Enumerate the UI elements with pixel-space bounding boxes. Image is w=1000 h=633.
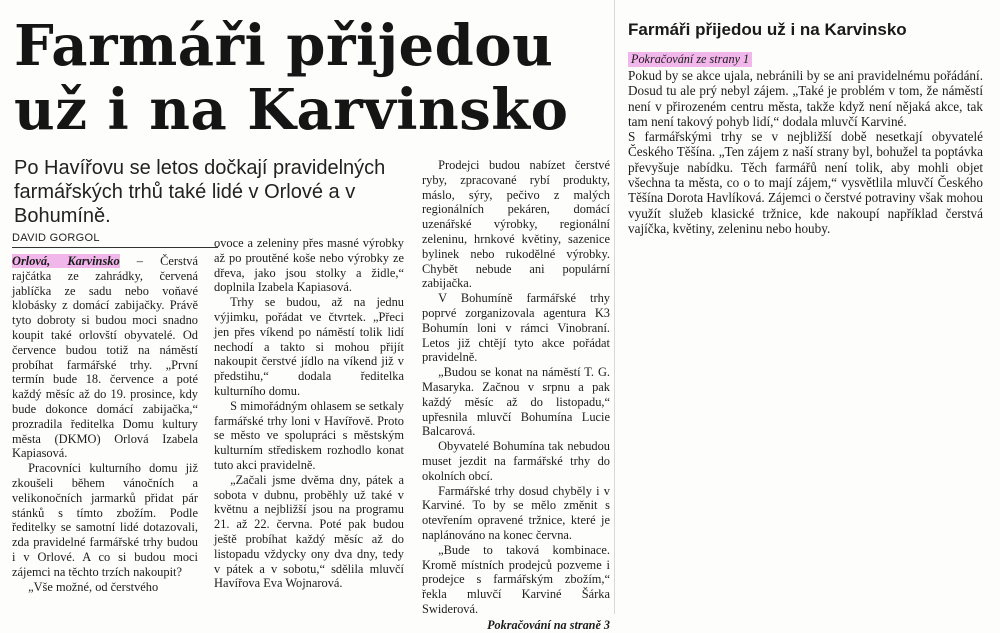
dateline: Orlová, Karvinsko [12, 254, 120, 268]
col2-paragraph-1: ovoce a zeleniny přes masné výrobky až po proutěné koše nebo výrobky ze dřeva, jako jsou stolky a židle,“ doplnila Izabela Kapiasová. [214, 236, 404, 295]
article-column-2 [214, 236, 404, 591]
continuation-paragraph-1: Pokud by se akce ujala, nebránili by se ani pravidelnému pořádání. Dosud tu ale prý nebyl zájem. „Také je problém v tom, že náměstí není v přirozeném centru města, takže když není nějaká akce, tak tam není takový pohyb lidí,“ dodala mluvčí Karviné. [628, 68, 983, 129]
col1-paragraph-3: „Vše možné, od čerstvého [28, 579, 159, 594]
continuation-body [628, 68, 983, 236]
column-divider [614, 0, 615, 614]
continued-on-page-3: Pokračování na straně 3 [487, 617, 610, 632]
col3-paragraph-6: „Bude to taková kombinace. Kromě místních prodejců pozveme i prodejce s farmářským zbožím,“ řekla mluvčí Karviné Šárka Swiderová. [422, 542, 610, 616]
col2-paragraph-4: „Začali jsme dvěma dny, pátek a sobota v dubnu, proběhly už také v květnu a nejbližší jsou na programu 21. až 22. června. Poté pak budou ještě probíhat každý měsíc až do listopadu vždycky ony dva dny, tedy v pátek a v sobotu,“ sdělila mluvčí Havířova Eva Wojnarová. [214, 472, 404, 591]
col2-paragraph-3: S mimořádným ohlasem se setkaly farmářské trhy loni v Havířově. Proto se město ve spolupráci s městským kulturním střediskem rozhodlo konat tuto akci pravidelně. [214, 398, 404, 472]
col3-paragraph-5: Farmářské trhy dosud chyběly i v Karviné. To by se mělo změnit s otevřením opravené tržnice, které je naplánováno na konec června. [422, 483, 610, 542]
col1-paragraph-1-text: – Čerstvá rajčátka ze zahrádky, červená jablíčka ze sadu nebo voňavé klobásky z domácí zabijačky. Právě tyto dobroty si budou moci snadno koupit také orlovští obyvatelé. Od července budou totiž na náměstí probíhat farmářské trhy. „První termín bude 18. července a poté každý měsíc až do 19. prosince, kdy bude dokonce domácí zabijačka,“ prozradila ředitelka Domu kultury města (DKMO) Orlová Izabela Kapiasová. [12, 254, 198, 461]
col2-paragraph-2: Trhy se budou, až na jednu výjimku, pořádat ve čtvrtek. „Přeci jen přes víkend po náměstí tolik lidí nechodí a takto si mohou přijít nakoupit čerstvé jídlo na víkend již v předstihu,“ dodala ředitelka kulturního domu. [214, 295, 404, 398]
continuation-paragraph-2: S farmářskými trhy se v nejbližší době nesetkají obyvatelé Českého Těšína. „Ten zájem z naší strany byl, bohužel ta poptávka převyšuje nabídku. Těch farmářů není tolik, aby mohli objet všechna ta města, co o to mají zájem,“ vysvětlila mluvčí Českého Těšína Dorota Havlíková. Zájemci o čerstvé potraviny však mohou využít služeb klasické tržnice, kde nakoupí například čerstvá vajíčka, květiny, zeleninu nebo houby. [628, 129, 983, 236]
article-column-1 [12, 254, 198, 594]
continuation-title: Farmáři přijedou už i na Karvinsko [628, 20, 907, 39]
col3-paragraph-3: „Budou se konat na náměstí T. G. Masaryka. Začnou v srpnu a pak každý měsíc až do listopadu,“ upřesnila mluvčí Bohumína Lucie Balcarová. [422, 365, 610, 439]
lead-paragraph: Po Havířovu se letos dočkají pravidelných farmářských trhů také lidé v Orlové a v Bohumíně. [14, 157, 386, 227]
col3-paragraph-2: V Bohumíně farmářské trhy poprvé zorganizovala agentura K3 Bohumín loni v rámci Vinobraní. Letos již chtějí tyto akce pořádat pravidelně. [422, 291, 610, 365]
continued-from-label: Pokračování ze strany 1 [628, 52, 752, 67]
headline: Farmáři přijedou už i na Karvinsko [14, 13, 569, 143]
col1-paragraph-2: Pracovníci kulturního domu již zkoušeli během vánočních a velikonočních jarmarků přidat pár stánků s tímto zbožím. Podle ředitelky se samotní lidé dotazovali, zda pravidelné farmářské trhy budou i v Orlové. A co si budou moci zájemci na těchto trzích nakoupit? [12, 461, 198, 579]
col1-paragraph-1 [12, 254, 198, 461]
col3-paragraph-1: Prodejci budou nabízet čerstvé ryby, zpracované rybí produkty, máslo, sýry, pečivo z malých regionálních pekáren, domácí uzenářské výrobky, regionální zeleninu, hrnkové květiny, sazenice bylinek nebo rukodělné výrobky. Chybět nebude ani populární zabijačka. [422, 158, 610, 291]
article-column-3 [422, 158, 610, 633]
author-byline: DAVID GORGOL [12, 232, 218, 248]
col3-paragraph-4: Obyvatelé Bohumína tak nebudou muset jezdit na farmářské trhy do okolních obcí. [422, 439, 610, 483]
